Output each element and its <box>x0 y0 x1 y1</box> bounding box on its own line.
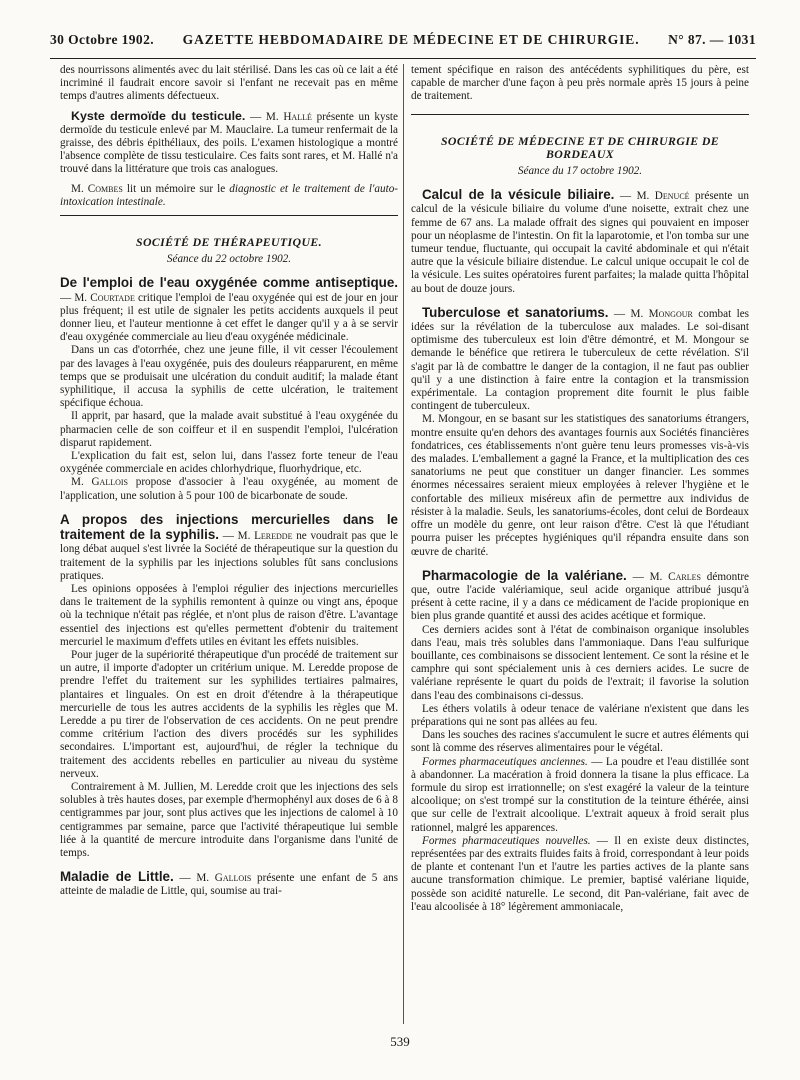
author: M. Courtade <box>74 291 135 304</box>
author: M. Mongour <box>630 307 693 320</box>
header-rule <box>50 58 756 59</box>
header-journal-title: GAZETTE HEBDOMADAIRE DE MÉDECINE ET DE CHIRURGIE. <box>182 32 640 47</box>
paragraph: Pour juger de la supériorité thérapeutique d'un procédé de traitement sur un autre, il importe d'adopter un critérium unique. M. Leredde propose de prendre l'effet du traitement sur les syphilides tertiaires palmaires, plantaires et linguales. On est en droit d'étendre à la thérapeutique mercurielle de tous les autres accidents de la syphilis les règles que M. Leredde a pu tirer de l'observation de ces accidents. On ne peut prendre comme critérium l'action des divers procédés sur les syphilides secondaires. L'important est, aujourd'hui, de régler la technique du traitement des accidents rebelles en particulier au niveau du système nerveux. <box>60 648 398 780</box>
author: M. Leredde <box>237 530 293 543</box>
paragraph: M. Mongour, en se basant sur les statistiques des sanatoriums étrangers, montre ensuite qu'en dehors des avantages fournis aux Sociétés financières fondatrices, ces établissements n'ont guère tenu leurs promesses vis-à-vis des malades. L'emballement a gagné la France, et la multiplication des ces sanatoriums ne peut que constituer un danger financier. Les sommes énormes nécessaires seraient mieux employées à relever l'hygiène et le confortable des milieux miséreux afin de permettre aux individus de résister à la maladie. Seuls, les sanatoriums-écoles, dont celui de Bordeaux offre un modèle du genre, ont leur raison d'être. C'est là que l'étudiant pourra puiser les préceptes hygiéniques qu'il répandra ensuite dans son œuvre de charité. <box>411 413 749 558</box>
article-heading: A propos des injections mercurielles dans le traitement de la syphilis. <box>60 511 398 543</box>
paragraph: tement spécifique en raison des antécédents syphilitiques du père, est capable de marcher d'une façon à peu près normale après 15 jours à peine de traitement. <box>411 64 749 103</box>
paragraph: Les éthers volatils à odeur tenace de valériane n'existent que dans les préparations qui ne sont pas allées au feu. <box>411 702 749 728</box>
paragraph: Calcul de la vésicule biliaire. — M. Denucé présente un calcul de la vésicule biliaire du volume d'une noisette, extrait chez une femme de 67 ans. La malade offrait des signes qui pouvaient en imposer pour un néoplasme de l'intestin. On fit la laparotomie, et l'on tomba sur une tumeur tendue, fluctuante, qui occupait la cavité abdominale et qui n'était autre que la vésicule biliaire distendue. Le calcul unique occupait le col de la vésicule. Les suites opératoires furent parfaites; la malade quitta l'hôpital au bout de douze jours. <box>411 187 749 295</box>
subheading: Formes pharmaceutiques nouvelles. <box>422 834 591 847</box>
article-heading: De l'emploi de l'eau oxygénée comme antiseptique. <box>60 275 398 291</box>
right-column <box>411 64 749 1049</box>
memoir-title: diagnostic et le traitement de l'auto-intoxication intestinale. <box>60 182 398 208</box>
society-heading: SOCIÉTÉ DE THÉRAPEUTIQUE. <box>135 235 322 250</box>
section-rule <box>60 215 398 216</box>
paragraph: M. Combes lit un mémoire sur le diagnostic et le traitement de l'auto-intoxication intestinale. <box>60 182 398 208</box>
paragraph: Il apprit, par hasard, que la malade avait substitué à l'eau oxygénée du pharmacien celle de son coiffeur et il en suspendit l'emploi, l'ulcération disparut rapidement. <box>60 410 398 449</box>
paragraph: Formes pharmaceutiques nouvelles. — Il en existe deux distinctes, représentées par des extraits fluides faits à froid, correspondant à leur poids de plante et contenant l'un et l'autre les parties actives de la plante sans aucune transformation chimique. Le premier, baptisé valériane liquide, possède son acidité naturelle. Le second, dit Pan-valériane, fait avec de l'eau alcoolisée à 18° légèrement ammoniacale, <box>411 834 749 913</box>
author: M. Gallois <box>71 476 128 489</box>
paragraph: A propos des injections mercurielles dans le traitement de la syphilis. — M. Leredde ne voudrait pas que le long débat auquel s'est livrée la Société de thérapeutique sur la question du traitement de la syphilis par les injections solubles fût sans conclusions pratiques. <box>60 511 398 582</box>
paragraph: Les opinions opposées à l'emploi régulier des injections mercurielles dans le traitement de la syphilis remontent à quinze ou vingt ans, époque où la technique n'était pas réglée, et n'ont plus de raison d'être. L'avantage essentiel des injections est qu'elles permettent d'obtenir du traitement mercuriel le maximum d'effets utiles en évitant les effets nuisibles. <box>60 582 398 648</box>
header-issue: N° 87. — 1031 <box>668 32 756 47</box>
column-divider <box>403 64 404 1024</box>
page-number: 539 <box>390 1034 410 1049</box>
paragraph: L'explication du fait est, selon lui, dans l'assez forte teneur de l'eau oxygénée commerciale en acides chlorhydrique, fluorhydrique, etc. <box>60 450 398 476</box>
paragraph: Contrairement à M. Jullien, M. Leredde croit que les injections des sels solubles à très hautes doses, par exemple d'hermophényl aux doses de 6 à 8 centigrammes par jour, sont plus actives que les injections de calomel à 10 centigrammes par semaine, parce que l'activité thérapeutique lui semble liée à la quantité de mercure introduite dans l'organisme dans l'unité de temps. <box>60 780 398 859</box>
article-heading: Kyste dermoïde du testicule. <box>71 108 246 123</box>
paragraph: des nourrissons alimentés avec du lait stérilisé. Dans les cas où ce lait a été incriminé il faudrait encore savoir si l'enfant ne recevait pas en même temps d'autres aliments défectueux. <box>60 64 398 103</box>
paragraph: Kyste dermoïde du testicule. — M. Hallé présente un kyste dermoïde du testicule enlevé par M. Mauclaire. La tumeur renfermait de la graisse, des débris épithéliaux, des poils. L'examen histologique a montré l'absence complète de tissu testiculaire. Ces faits sont rares, et M. Hallé n'a trouvé dans la littérature que trois cas analogues. <box>60 108 398 176</box>
article-heading: Tuberculose et sanatoriums. <box>422 304 609 320</box>
session-date: Séance du 17 octobre 1902. <box>517 165 643 178</box>
author: M. Gallois <box>196 872 252 885</box>
paragraph: Tuberculose et sanatoriums. — M. Mongour combat les idées sur la révélation de la tuberculose aux malades. Le soi-disant optimisme des tuberculeux est loin d'être démontré, et M. Mongour se demande le bénéfice que retirera le tuberculeux de cette révélation. S'il s'agit par là de combattre le danger de la contagion, il ne faut pas oublier qu'il y a une distinction à faire entre la contagion et la transmission expérimentale. La contagion proprement dite fournit le plus faible contingent de tuberculeux. <box>411 304 749 413</box>
section-rule <box>411 114 749 115</box>
running-header <box>50 18 756 48</box>
author: M. Combes <box>71 182 123 195</box>
paragraph: Ces derniers acides sont à l'état de combinaison organique insolubles dans l'eau, mais très solubles dans l'ammoniaque. Dans l'eau sulfurique bouillante, ces combinaisons se dissocient lentement. Ce sont la résine et le camphre qui sont spécialement unis à ces derniers acides. Le sucre de valériane représente le quart du poids de l'extrait; il favorise la solution dans l'eau des combinaisons ci-dessus. <box>411 623 749 702</box>
paragraph: Pharmacologie de la valériane. — M. Carles démontre que, outre l'acide valériamique, seul acide organique attribué jusqu'à présent à cette racine, il y a dans ce médicament de l'acide propionique en bien plus grande quantité et aussi des acides acétique et formique. <box>411 567 749 623</box>
paragraph: Dans un cas d'otorrhée, chez une jeune fille, il vit cesser l'écoulement par des lavages à l'eau oxygénée, puis des douleurs réapparurent, en même temps que se produisait une ulcération du conduit auditif; la malade étant syphilitique, il accusa la syphilis de cette ulcération, le traitement spécifique échoua. <box>60 344 398 410</box>
paragraph: De l'emploi de l'eau oxygénée comme antiseptique. — M. Courtade critique l'emploi de l'eau oxygénée qui est de jour en jour plus fréquent; il est utile de signaler les petits accidents auxquels il peut donner lieu, et l'auteur mentionne à cet effet le danger qu'il y a à se servir d'eau oxygénée commerciale au lieu d'eau oxygénée médicinale. <box>60 275 398 344</box>
article-heading: Calcul de la vésicule biliaire. <box>422 187 615 203</box>
author: M. Denucé <box>636 190 690 203</box>
subheading: Formes pharmaceutiques anciennes. <box>422 755 588 768</box>
article-heading: Pharmacologie de la valériane. <box>422 567 627 583</box>
header-date: 30 Octobre 1902. <box>50 32 155 47</box>
paragraph: Dans les souches des racines s'accumulent le sucre et autres éléments qui sont là comme des réserves alimentaires pour le végétal. <box>411 729 749 755</box>
paragraph: Maladie de Little. — M. Gallois présente une enfant de 5 ans atteinte de maladie de Little, qui, soumise au trai- <box>60 869 398 898</box>
society-heading: SOCIÉTÉ DE MÉDECINE ET DE CHIRURGIE DE BORDEAUX <box>440 133 720 161</box>
session-date: Séance du 22 octobre 1902. <box>166 253 292 266</box>
left-column <box>60 64 398 1049</box>
author: M. Carles <box>649 570 701 583</box>
paragraph: Formes pharmaceutiques anciennes. — La poudre et l'eau distillée sont à abandonner. La macération à froid donnera la tisane la plus efficace. La formule du sirop est irrationnelle; on s'est exagéré la valeur de la teinture alcoolique; on s'est trompé sur la constitution de la teinture éthérée, ainsi que sur celle de l'extrait alcoolique. L'extrait aqueux à froid serait plus rationnel, malgré les apparences. <box>411 755 749 834</box>
article-heading: Maladie de Little. <box>60 869 174 885</box>
author: M. Hallé <box>265 110 312 123</box>
paragraph: M. Gallois propose d'associer à l'eau oxygénée, au moment de l'application, une solution à 5 pour 100 de bicarbonate de soude. <box>60 476 398 502</box>
